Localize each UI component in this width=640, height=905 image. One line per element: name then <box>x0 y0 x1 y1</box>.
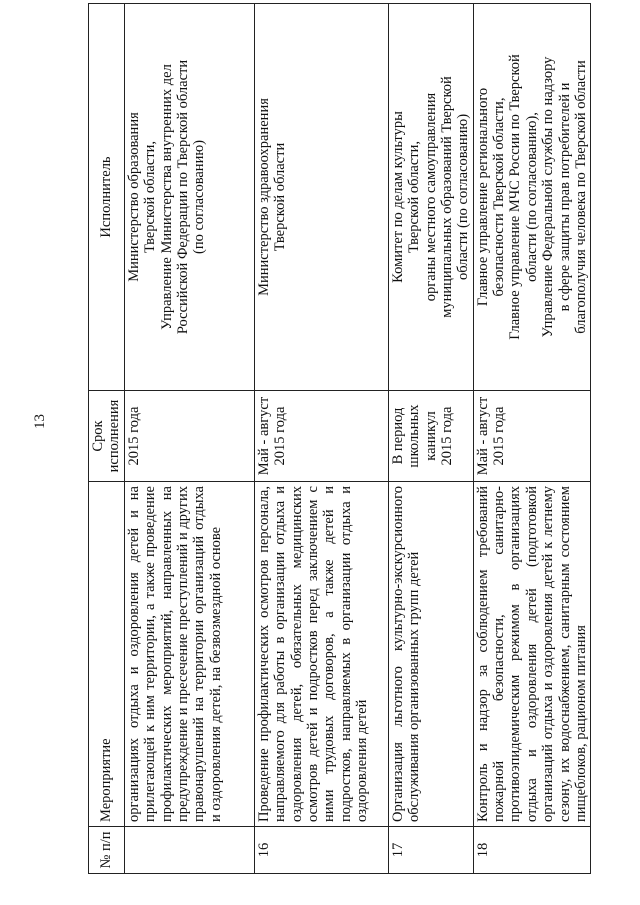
executor-line: муниципальных образований Тверской <box>438 76 455 318</box>
row-num: 18 <box>473 827 591 874</box>
row-executor <box>473 4 591 391</box>
table-header-row <box>89 4 125 874</box>
row-activity: Контроль и надзор за соблюдением требований пожарной безопасности, санитарно-противоэпидемическим режимом в организациях отдыха и оздоровления детей (подготовкой организаций отдыха и оздоровления детей к летнему сезону, их водоснабжением, санитарным состоянием пищеблоков, рационом питания <box>473 482 591 827</box>
executor-line: Российской Федерации по Тверской области <box>174 59 191 335</box>
row-activity: Проведение профилактических осмотров персонала, направляемого для работы в организации отдыха и оздоровления детей, обязательных медицинских осмотров детей и подростков перед заключением с ними трудовых договоров, а также детей и подростков, направляемых в организации отдыха и оздоровления детей <box>254 482 388 827</box>
row-deadline: Май - август 2015 года <box>254 391 388 482</box>
executor-line: области (по согласованию), <box>523 112 540 282</box>
header-deadline: Срок исполнения <box>89 391 125 482</box>
executor-line: Министерство образования <box>125 112 142 282</box>
row-activity: организациях отдыха и оздоровления детей и на прилегающей к ним территории, а также проведение профилактических мероприятий, направленных на предупреждение и пресечение преступлений и других правонарушений на территории организаций отдыха и оздоровления детей, на безвозмездной основе <box>124 482 254 827</box>
row-deadline: 2015 года <box>124 391 254 482</box>
executor-line: Тверской области, <box>142 140 159 254</box>
header-num: № п/п <box>89 827 125 874</box>
row-num: 16 <box>254 827 388 874</box>
table-row <box>473 4 591 874</box>
executor-line: благополучия человека по Тверской области <box>572 60 589 334</box>
header-activity: Мероприятие <box>89 482 125 827</box>
row-num: 17 <box>388 827 473 874</box>
row-deadline: В период школьных каникул 2015 года <box>388 391 473 482</box>
table-row <box>124 4 254 874</box>
table-row <box>254 4 388 874</box>
row-activity: Организация льготного культурно-экскурсионного обслуживания организованных групп детей <box>388 482 473 827</box>
events-table <box>88 3 591 874</box>
executor-line: Управление Федеральной службы по надзору <box>540 56 557 338</box>
executor-line: Главное управление регионального <box>474 87 491 307</box>
table-sheet <box>88 40 589 874</box>
executor-line: Главное управление МЧС России по Тверской <box>507 54 524 340</box>
executor-line: Тверской области, <box>406 140 423 254</box>
executor-line: Тверской области <box>272 142 289 252</box>
executor-line: Управление Министерства внутренних дел <box>158 64 175 330</box>
page-number: 13 <box>32 414 48 429</box>
executor-line: безопасности Тверской области, <box>491 97 507 297</box>
executor-line: Комитет по делам культуры <box>389 111 406 283</box>
row-executor <box>388 4 473 391</box>
row-num <box>124 827 254 874</box>
executor-line: Министерство здравоохранения <box>255 98 272 296</box>
table-row <box>388 4 473 874</box>
executor-line: (по согласованию) <box>191 140 208 254</box>
row-executor <box>254 4 388 391</box>
row-executor <box>124 4 254 391</box>
executor-line: области (по согласованию) <box>455 113 472 281</box>
row-deadline: Май - август 2015 года <box>473 391 591 482</box>
header-executor: Исполнитель <box>89 4 125 391</box>
executor-line: органы местного самоуправления <box>422 92 439 302</box>
executor-line: в сфере защиты прав потребителей и <box>556 82 573 312</box>
